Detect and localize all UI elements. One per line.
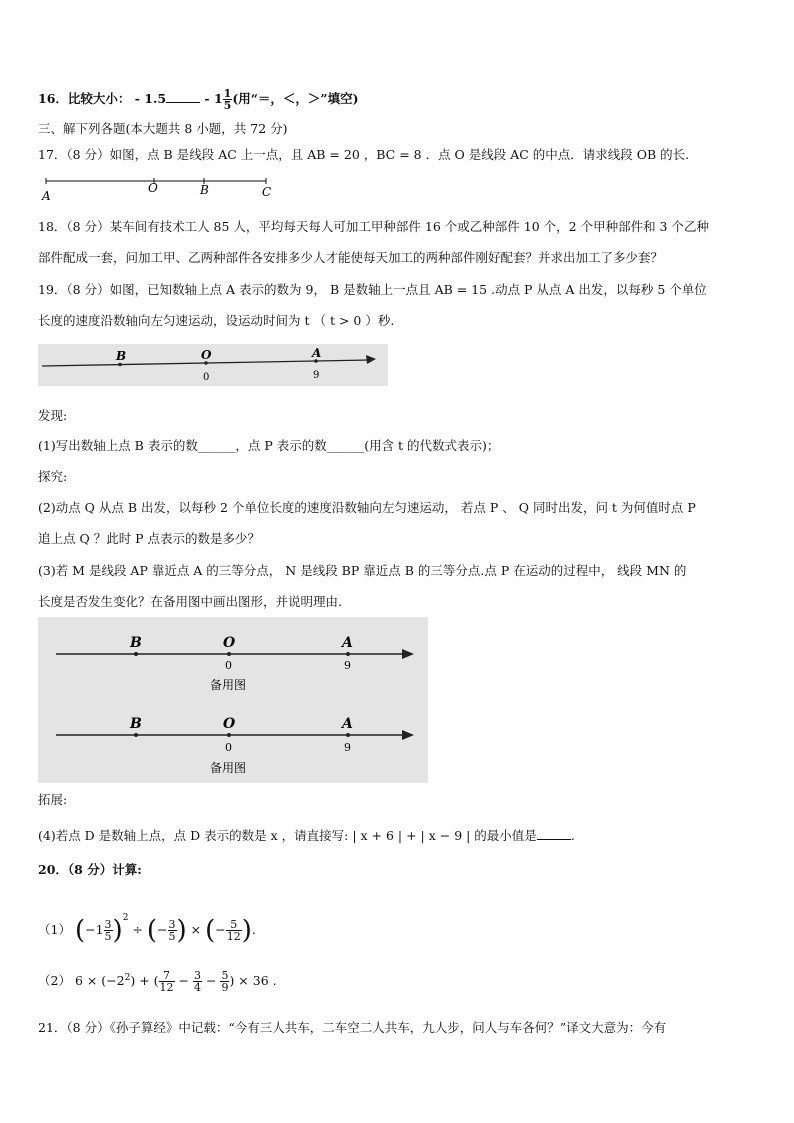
expr-1-power: 2 (122, 913, 129, 923)
q16-suffix: (用“＝，＜，＞”填空) (232, 91, 359, 106)
expr-2-mid: ) + ( (130, 973, 159, 989)
expr-1-op2: × (190, 922, 202, 937)
expr-1-op1: ÷ (132, 922, 143, 937)
expr-1-int: −1 (85, 922, 104, 937)
section-3-heading: 三、解下列各题(本大题共 8 小题，共 72 分) (38, 121, 288, 136)
expr-2-frac-2: $\frac{3}{4}$ (194, 969, 201, 995)
q20-expression-1: （1） (−1 $\frac{3}{5}$ )$^2$ ÷ (− $\frac{3}{5}$ ) × (− $\frac{5}{12}$ ). (38, 913, 256, 946)
spare2-a-label: A (342, 716, 353, 732)
spare1-a-label: A (342, 635, 353, 651)
expr-2-power: 2 (124, 973, 131, 983)
spare1-caption: 备用图 (210, 678, 247, 692)
q19-part-3-line-2: 长度是否发生变化？在备用图中画出图形，并说明理由. (38, 594, 342, 609)
point-a-label: A (42, 189, 51, 203)
expr-1-frac-c: $\frac{5}{12}$ (226, 918, 241, 943)
number-line-figure (38, 344, 388, 386)
point-o-label: O (148, 181, 158, 195)
q17-segment-figure (38, 174, 288, 204)
expr-2-minus-1: − (178, 973, 190, 989)
q16-fraction: $\frac{1}{5}$ (223, 87, 232, 112)
axis-b-label: B (116, 349, 127, 363)
q19-part-1: (1)写出数轴上点 B 表示的数______，点 P 表示的数______(用含 t 的代数式表示)； (38, 438, 500, 453)
q19-part-4-text: (4)若点 D 是数轴上点，点 D 表示的数是 x ，请直接写: | x + 6 | + | x − 9 | 的最小值是 (38, 828, 537, 843)
answer-blank (537, 839, 571, 840)
expr-1-end: . (251, 922, 256, 937)
expr-2-frac-1: $\frac{7}{12}$ (159, 969, 174, 995)
expr-2-pre: 6 × (−2 (74, 973, 125, 989)
q19-part-3-line-1: (3)若 M 是线段 AP 靠近点 A 的三等分点， N 是线段 BP 靠近点 B 的三等分点.点 P 在运动的过程中， 线段 MN 的 (38, 563, 687, 578)
expr-2-label: （2） (38, 973, 71, 989)
find-heading: 发现: (38, 408, 68, 423)
spare1-nine-label: 9 (344, 659, 351, 672)
question-17: 17．（8 分）如图，点 B 是线段 AC 上一点，且 AB = 20 ，BC = 8 ．点 O 是线段 AC 的中点．请求线段 OB 的长. (38, 147, 690, 162)
axis-o-label: O (201, 348, 212, 362)
spare2-o-label: O (223, 716, 236, 732)
spare2-b-label: B (130, 716, 142, 732)
axis-nine-label: 9 (313, 370, 320, 381)
axis-a-label: A (312, 346, 322, 360)
expr-1-sign-b: − (157, 922, 168, 937)
spare2-nine-label: 9 (344, 741, 351, 754)
question-19-line-1: 19．（8 分）如图，已知数轴上点 A 表示的数为 9， B 是数轴上一点且 AB = 15 .动点 P 从点 A 出发，以每秒 5 个单位 (38, 282, 707, 297)
expr-2-frac-3: $\frac{5}{9}$ (221, 969, 229, 995)
q16-prefix: 16．比较大小： (38, 91, 131, 106)
question-21: 21．（8 分）《孙子算经》中记载：“今有三人共车，二车空二人共车，九人步，问人与车各何？”译文大意为：今有 (38, 1020, 667, 1035)
spare1-zero-label: 0 (225, 659, 232, 672)
spare1-o-label: O (223, 635, 236, 651)
q19-part-2-line-2: 追上点 Q ？此时 P 点表示的数是多少？ (38, 531, 261, 546)
q16-value-a: - 1.5 (134, 91, 167, 106)
spare-figure-photo (38, 617, 428, 783)
point-c-label: C (262, 185, 272, 199)
q19-part-4-end: . (570, 828, 575, 843)
question-18-line-2: 部件配成一套，问加工甲、乙两种部件各安排多少人才能使每天加工的两种部件刚好配套？并求出加工了多少套？ (38, 250, 664, 265)
expr-1-label: （1） (38, 922, 71, 937)
extend-heading: 拓展: (38, 792, 68, 807)
q20-expression-2 (38, 958, 277, 998)
spare2-caption: 备用图 (210, 761, 247, 775)
question-19-line-2: 长度的速度沿数轴向左匀速运动，设运动时间为 t （ t > 0 ）秒. (38, 313, 395, 328)
q19-part-4 (38, 828, 575, 844)
expr-2-minus-2: − (205, 973, 217, 989)
question-18-line-1: 18．（8 分）某车间有技术工人 85 人，平均每天每人可加工甲种部件 16 个或乙种部件 10 个，2 个甲种部件和 3 个乙种 (38, 219, 709, 234)
point-b-label: B (200, 183, 209, 197)
q19-part-2-line-1: (2)动点 Q 从点 B 出发，以每秒 2 个单位长度的速度沿数轴向左匀速运动， 若点 P 、 Q 同时出发，问 t 为何值时点 P (38, 500, 696, 515)
explore-heading: 探究: (38, 469, 68, 484)
spare1-b-label: B (130, 635, 142, 651)
answer-blank (166, 102, 200, 103)
q16-value-b: - 1 (204, 91, 223, 106)
question-20-title: 20．（8 分）计算: (38, 862, 142, 877)
expr-1-frac-a: $\frac{3}{5}$ (104, 918, 112, 943)
expr-1-sign-c: − (215, 922, 226, 937)
spare2-zero-label: 0 (225, 741, 232, 754)
question-16 (38, 88, 359, 111)
axis-zero-label: 0 (203, 372, 210, 383)
expr-1-frac-b: $\frac{3}{5}$ (168, 918, 176, 943)
expr-2-post: ) × 36 . (229, 973, 277, 989)
